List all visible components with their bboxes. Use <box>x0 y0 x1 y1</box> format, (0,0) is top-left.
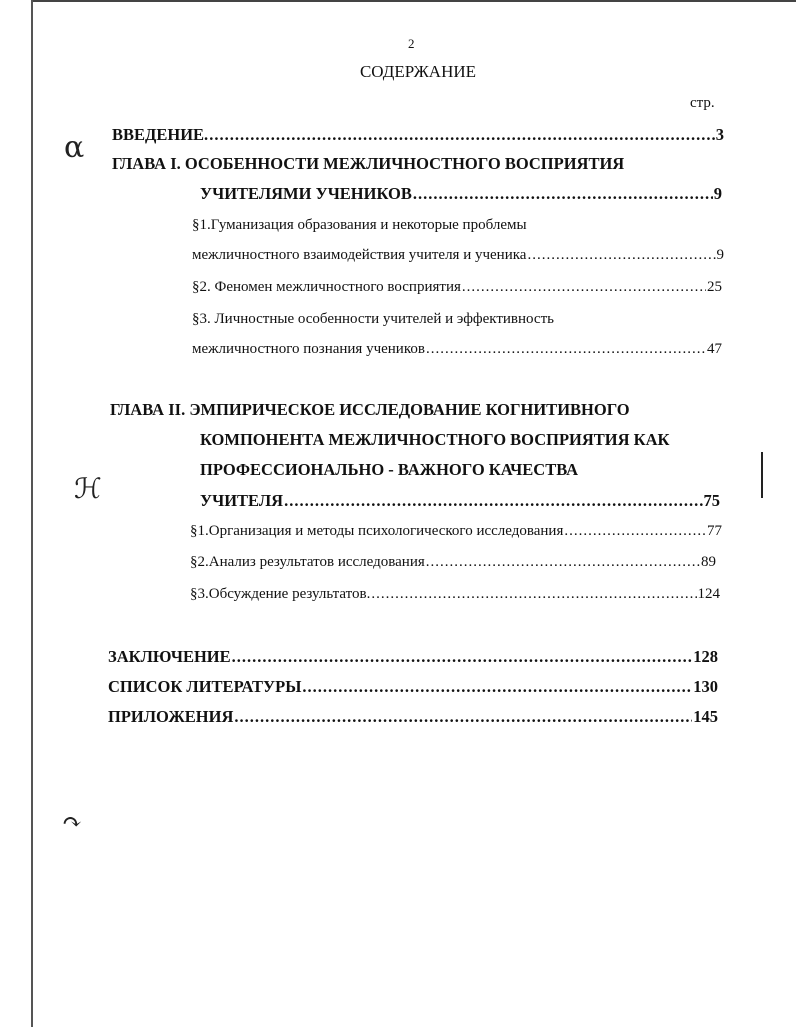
toc-page-number: 47 <box>707 341 722 357</box>
toc-entry-intro <box>112 125 724 145</box>
toc-entry-text: СПИСОК ЛИТЕРАТУРЫ <box>108 677 302 696</box>
scan-border-top <box>33 0 796 2</box>
toc-page-number: 75 <box>703 491 720 510</box>
toc-entry-text: УЧИТЕЛЯМИ УЧЕНИКОВ <box>200 184 412 203</box>
chapter-1-heading: ГЛАВА I. ОСОБЕННОСТИ МЕЖЛИЧНОСТНОГО ВОСПРИЯТИЯ <box>112 154 625 173</box>
toc-title: СОДЕРЖАНИЕ <box>359 62 477 81</box>
toc-entry-text: ЗАКЛЮЧЕНИЕ <box>108 647 231 666</box>
dot-leader <box>232 647 693 667</box>
dot-leader <box>234 707 692 727</box>
dot-leader <box>302 677 692 697</box>
margin-mark-hook: ↷ <box>62 808 83 836</box>
toc-page-number: 77 <box>707 523 722 539</box>
toc-entry-text: УЧИТЕЛЯ <box>200 491 284 510</box>
dot-leader <box>564 523 706 540</box>
toc-entry-text: ПРИЛОЖЕНИЯ <box>108 707 234 726</box>
dot-leader <box>209 125 715 145</box>
toc-entry-text: §3.Обсуждение результатов. <box>190 586 371 602</box>
dot-leader <box>284 491 702 511</box>
toc-entry-section-1-2 <box>192 279 722 296</box>
toc-entry-chapter-1 <box>200 184 722 204</box>
toc-entry-section-2-3 <box>190 586 720 603</box>
toc-entry-text: межличностного познания учеников <box>192 341 425 357</box>
toc-entry-references <box>108 677 718 697</box>
section-1-1-line1: §1.Гуманизация образования и некоторые проблемы <box>192 217 527 233</box>
toc-entry-section-2-2 <box>190 554 716 571</box>
section-1-3-line1: §3. Личностные особенности учителей и эффективность <box>192 311 554 327</box>
dot-leader <box>426 341 706 358</box>
toc-entry-section-1-1 <box>192 247 724 264</box>
toc-page-number: 9 <box>716 247 724 263</box>
toc-entry-text: §2. Феномен межличностного восприятия <box>192 279 461 295</box>
chapter-2-heading-line2: КОМПОНЕНТА МЕЖЛИЧНОСТНОГО ВОСПРИЯТИЯ КАК <box>200 430 670 449</box>
dot-leader <box>462 279 706 296</box>
dot-leader <box>527 247 715 264</box>
toc-page-number: 89 <box>701 554 716 570</box>
toc-page-number: 130 <box>693 677 718 696</box>
toc-entry-chapter-2 <box>200 491 720 511</box>
toc-page-number: 128 <box>693 647 718 666</box>
toc-page-number: 124 <box>697 586 720 602</box>
toc-page-number: 3 <box>715 125 724 144</box>
toc-page-number: 25 <box>707 279 722 295</box>
page-number: 2 <box>408 36 415 51</box>
page-column-label: стр. <box>690 95 715 111</box>
toc-entry-text: ВВЕДЕНИЕ. <box>112 125 209 144</box>
dot-leader <box>413 184 713 204</box>
dot-leader <box>426 554 700 571</box>
dot-leader <box>371 586 696 603</box>
toc-page-number: 9 <box>713 184 722 203</box>
toc-entry-conclusion <box>108 647 718 667</box>
toc-entry-appendices <box>108 707 718 727</box>
toc-entry-text: §1.Организация и методы психологического исследования <box>190 523 564 539</box>
toc-entry-text: межличностного взаимодействия учителя и ученика <box>192 247 527 263</box>
chapter-2-heading-line1: ГЛАВА II. ЭМПИРИЧЕСКОЕ ИССЛЕДОВАНИЕ КОГНИТИВНОГО <box>110 400 630 419</box>
toc-entry-section-2-1 <box>190 523 722 540</box>
margin-mark-h: ℋ <box>74 472 102 505</box>
scan-mark-right <box>761 452 763 498</box>
margin-mark-alpha: α <box>64 130 85 165</box>
chapter-2-heading-line3: ПРОФЕССИОНАЛЬНО - ВАЖНОГО КАЧЕСТВА <box>200 460 579 479</box>
scan-border-left <box>31 0 33 1027</box>
toc-entry-section-1-3 <box>192 341 722 358</box>
toc-entry-text: §2.Анализ результатов исследования <box>190 554 425 570</box>
toc-page-number: 145 <box>693 707 718 726</box>
